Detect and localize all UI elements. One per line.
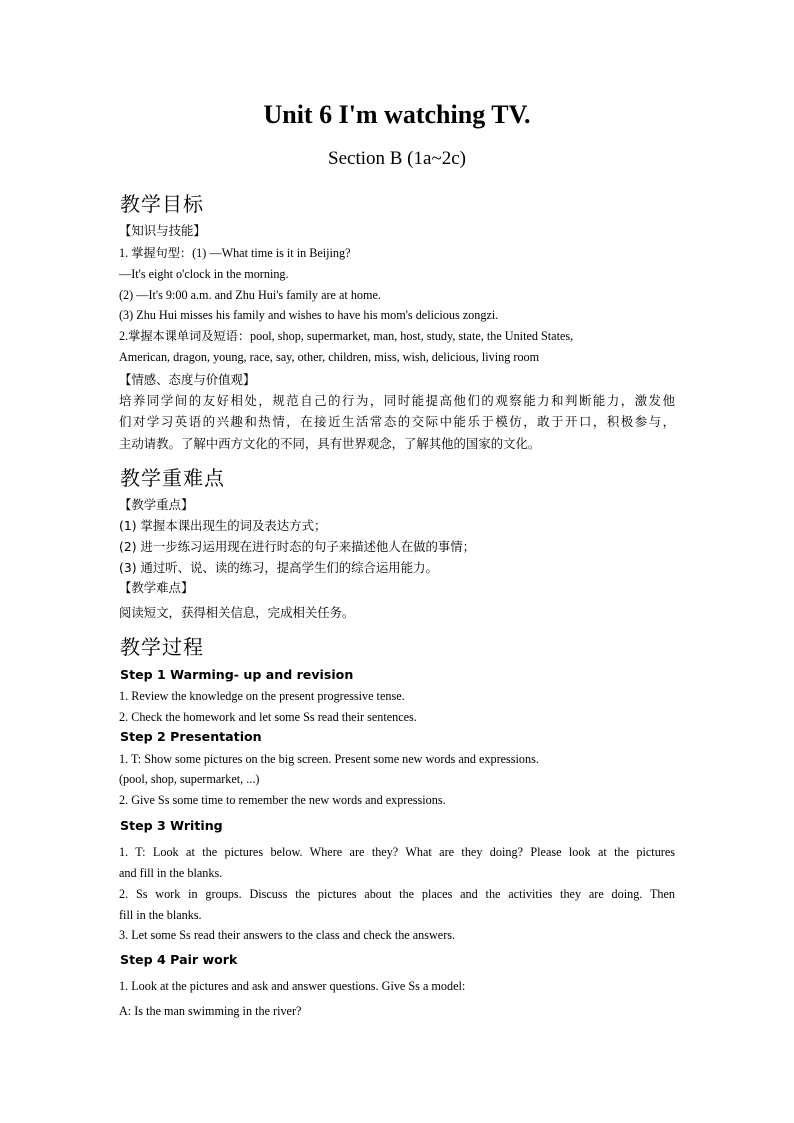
step-3-line: 1. T: Look at the pictures below. Where are they? What are they doing? Please look at the pictures (119, 845, 675, 859)
objective-line: (3) Zhu Hui misses his family and wishes to have his mom's delicious zongzi. (119, 308, 499, 322)
step-2-title: Step 2 Presentation (120, 729, 262, 744)
document-subtitle: Section B (1a~2c) (328, 148, 466, 169)
attitude-label: 【情感、态度与价值观】 (119, 372, 256, 387)
knowledge-label: 【知识与技能】 (119, 223, 206, 238)
step-3-line: fill in the blanks. (119, 908, 202, 922)
focus-line: (2) 进一步练习运用现在进行时态的句子来描述他人在做的事情； (119, 539, 476, 554)
difficulty-line: 阅读短文，获得相关信息，完成相关任务。 (119, 605, 355, 620)
step-2-line: 2. Give Ss some time to remember the new words and expressions. (119, 793, 446, 807)
step-2-line: 1. T: Show some pictures on the big screen. Present some new words and expressions. (119, 752, 539, 766)
focus-line: (1) 掌握本课出现生的词及表达方式； (119, 518, 327, 533)
keypoints-heading: 教学重难点 (120, 466, 225, 490)
step-3-line: 2. Ss work in groups. Discuss the pictures about the places and the activities they are doing. Then (119, 887, 675, 901)
attitude-line: 主动请教。了解中西方文化的不同，具有世界观念，了解其他的国家的文化。 (119, 436, 541, 451)
difficulty-label: 【教学难点】 (119, 580, 194, 595)
step-1-line: 2. Check the homework and let some Ss read their sentences. (119, 710, 417, 724)
step-3-line: 3. Let some Ss read their answers to the class and check the answers. (119, 928, 456, 942)
objective-line: (2) —It's 9:00 a.m. and Zhu Hui's family are at home. (119, 288, 381, 302)
step-3-title: Step 3 Writing (120, 818, 223, 833)
objective-line: American, dragon, young, race, say, other, children, miss, wish, delicious, living room (119, 350, 540, 364)
step-1-line: 1. Review the knowledge on the present progressive tense. (119, 689, 405, 703)
focus-line: (3) 通过听、说、读的练习，提高学生们的综合运用能力。 (119, 560, 438, 575)
objective-line: —It's eight o'clock in the morning. (119, 267, 289, 281)
process-heading: 教学过程 (120, 635, 204, 659)
document-title: Unit 6 I'm watching TV. (263, 100, 531, 129)
objectives-heading: 教学目标 (120, 192, 204, 216)
attitude-line: 培养同学间的友好相处，规范自己的行为，同时能提高他们的观察能力和判断能力，激发他 (119, 393, 675, 408)
objective-line: 2.掌握本课单词及短语：pool, shop, supermarket, man, host, study, state, the United States, (119, 329, 574, 343)
step-2-line: (pool, shop, supermarket, ...) (119, 772, 260, 786)
objective-line: 1. 掌握句型：(1) —What time is it in Beijing? (119, 246, 351, 260)
step-3-line: and fill in the blanks. (119, 866, 223, 880)
attitude-line: 们对学习英语的兴趣和热情，在接近生活常态的交际中能乐于模仿，敢于开口，积极参与， (119, 414, 675, 429)
focus-label: 【教学重点】 (119, 497, 194, 512)
step-4-line: 1. Look at the pictures and ask and answer questions. Give Ss a model: (119, 979, 466, 993)
step-4-title: Step 4 Pair work (120, 952, 238, 967)
step-4-line: A: Is the man swimming in the river? (119, 1004, 302, 1018)
step-1-title: Step 1 Warming- up and revision (120, 667, 354, 682)
